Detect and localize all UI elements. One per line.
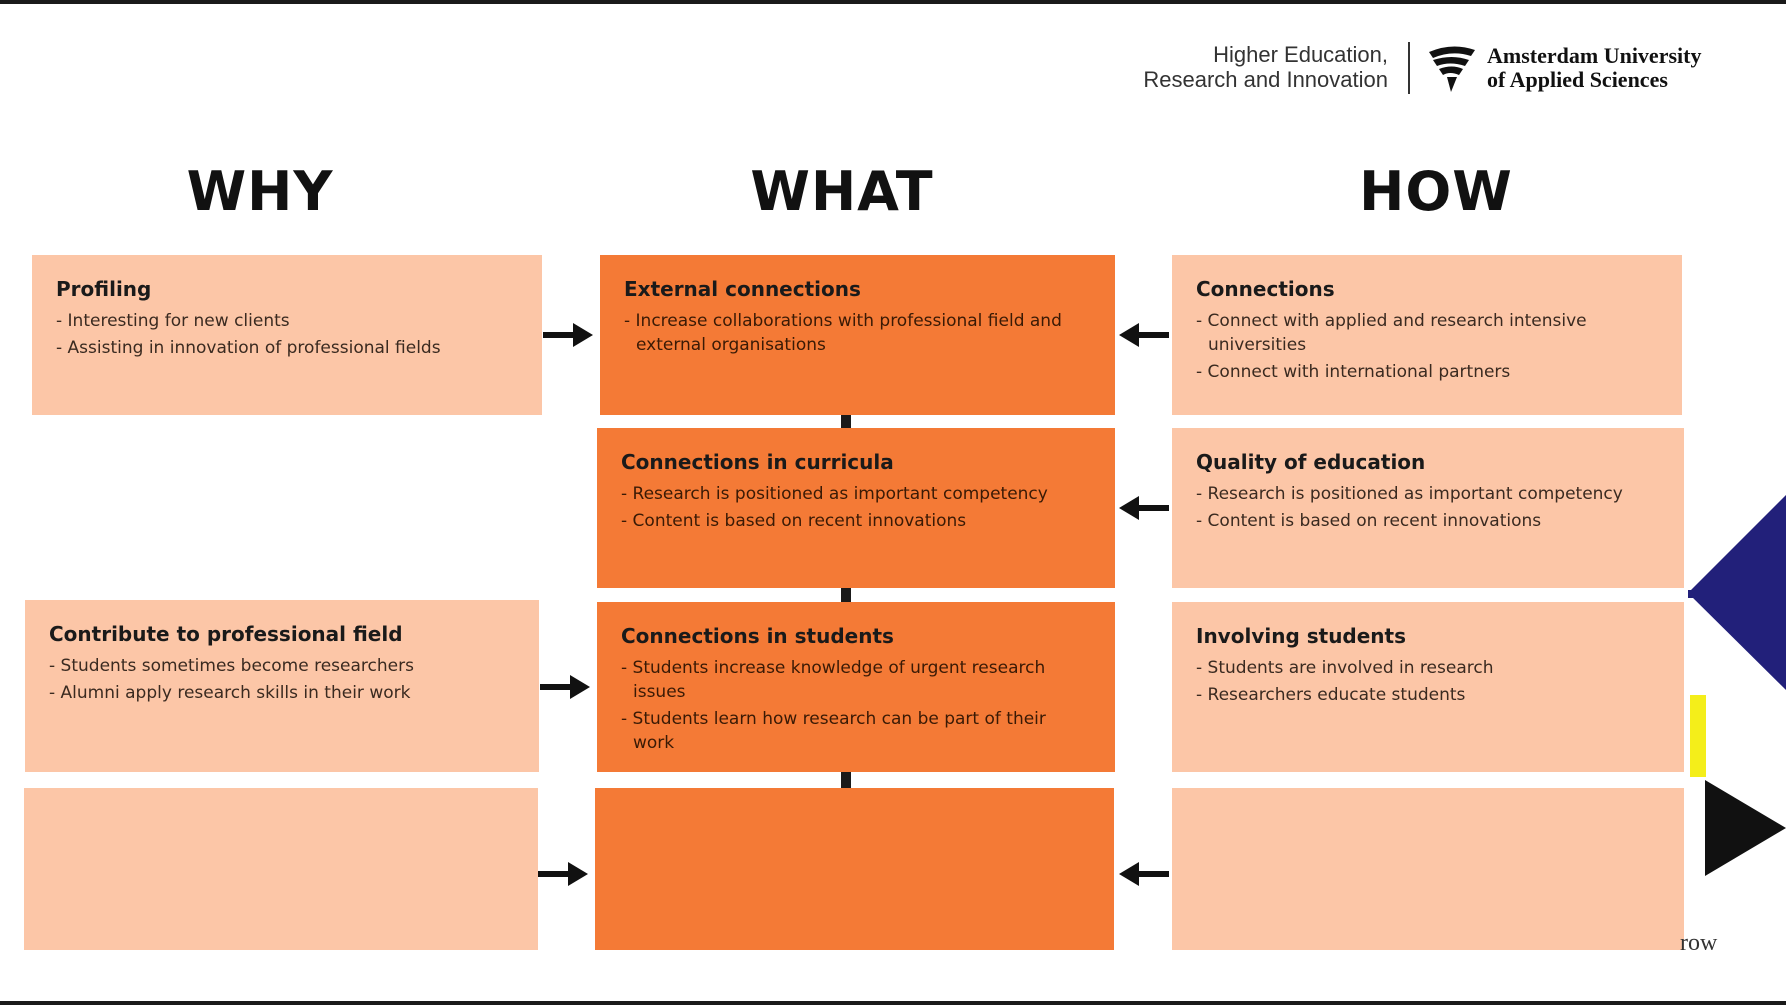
box-title: Connections in curricula: [621, 450, 894, 474]
box-list: [1196, 656, 1660, 707]
how-box-quality: [1172, 428, 1684, 588]
list-item: - Students are involved in research: [1196, 656, 1660, 680]
list-item: - Students increase knowledge of urgent research issues: [621, 656, 1091, 704]
list-item: - Researchers educate students: [1196, 683, 1660, 707]
arrow-right-icon: [543, 321, 595, 349]
list-item: - Students learn how research can be part of their work: [621, 707, 1091, 755]
logo-left-line1: Higher Education,: [1213, 42, 1388, 67]
box-title: Quality of education: [1196, 450, 1426, 474]
yellow-bar-decoration: [1690, 695, 1706, 777]
box-title: Involving students: [1196, 624, 1407, 648]
box-list: [624, 309, 1091, 357]
box-list: [621, 482, 1091, 533]
box-title: External connections: [624, 277, 861, 301]
box-list: [56, 309, 518, 360]
box-list: [621, 656, 1091, 755]
box-list: [1196, 309, 1658, 384]
navy-triangle-decoration: [1688, 495, 1786, 690]
arrow-left-icon: [1117, 321, 1169, 349]
list-item: - Increase collaborations with professional field and external organisations: [624, 309, 1091, 357]
list-item: - Alumni apply research skills in their work: [49, 681, 515, 705]
list-item: - Research is positioned as important competency: [621, 482, 1091, 506]
arrow-left-icon: [1117, 860, 1169, 888]
top-border: [0, 0, 1786, 4]
list-item: - Content is based on recent innovations: [621, 509, 1091, 533]
what-box-empty: [595, 788, 1114, 950]
logo-right-text: [1487, 44, 1701, 92]
logo-left-text: [1143, 42, 1388, 92]
list-item: - Connect with international partners: [1196, 360, 1658, 384]
list-item: - Research is positioned as important competency: [1196, 482, 1660, 506]
how-box-empty: [1172, 788, 1684, 950]
box-title: Contribute to professional field: [49, 622, 403, 646]
hva-wing-logo-icon: [1425, 42, 1479, 96]
what-box-curricula: [597, 428, 1115, 588]
box-title: Profiling: [56, 277, 152, 301]
why-box-contribute: [25, 600, 539, 772]
how-box-connections: [1172, 255, 1682, 415]
list-item: - Connect with applied and research intensive universities: [1196, 309, 1658, 357]
logo-left-line2: Research and Innovation: [1143, 67, 1388, 92]
connector: [841, 415, 851, 429]
list-item: - Interesting for new clients: [56, 309, 518, 333]
box-title: Connections: [1196, 277, 1335, 301]
arrow-right-icon: [538, 860, 590, 888]
bottom-border: [0, 1001, 1786, 1005]
box-title: Connections in students: [621, 624, 894, 648]
logo-right-line2: of Applied Sciences: [1487, 67, 1668, 92]
box-list: [49, 654, 515, 705]
what-box-students: [597, 602, 1115, 772]
why-box-empty: [24, 788, 538, 950]
why-heading: WHY: [186, 160, 334, 223]
logo-right-line1: Amsterdam University: [1487, 43, 1702, 68]
footer-partial-text: row: [1680, 930, 1718, 956]
connector: [841, 588, 851, 602]
box-list: [1196, 482, 1660, 533]
how-heading: HOW: [1359, 160, 1513, 223]
connector: [841, 772, 851, 788]
list-item: - Assisting in innovation of professional fields: [56, 336, 518, 360]
play-triangle-decoration: [1705, 780, 1786, 876]
what-heading: WHAT: [750, 160, 934, 223]
how-box-involving-students: [1172, 602, 1684, 772]
list-item: - Students sometimes become researchers: [49, 654, 515, 678]
list-item: - Content is based on recent innovations: [1196, 509, 1660, 533]
what-box-external-connections: [600, 255, 1115, 415]
arrow-right-icon: [540, 673, 592, 701]
arrow-left-icon: [1117, 494, 1169, 522]
logo-separator: [1408, 42, 1410, 94]
why-box-profiling: [32, 255, 542, 415]
